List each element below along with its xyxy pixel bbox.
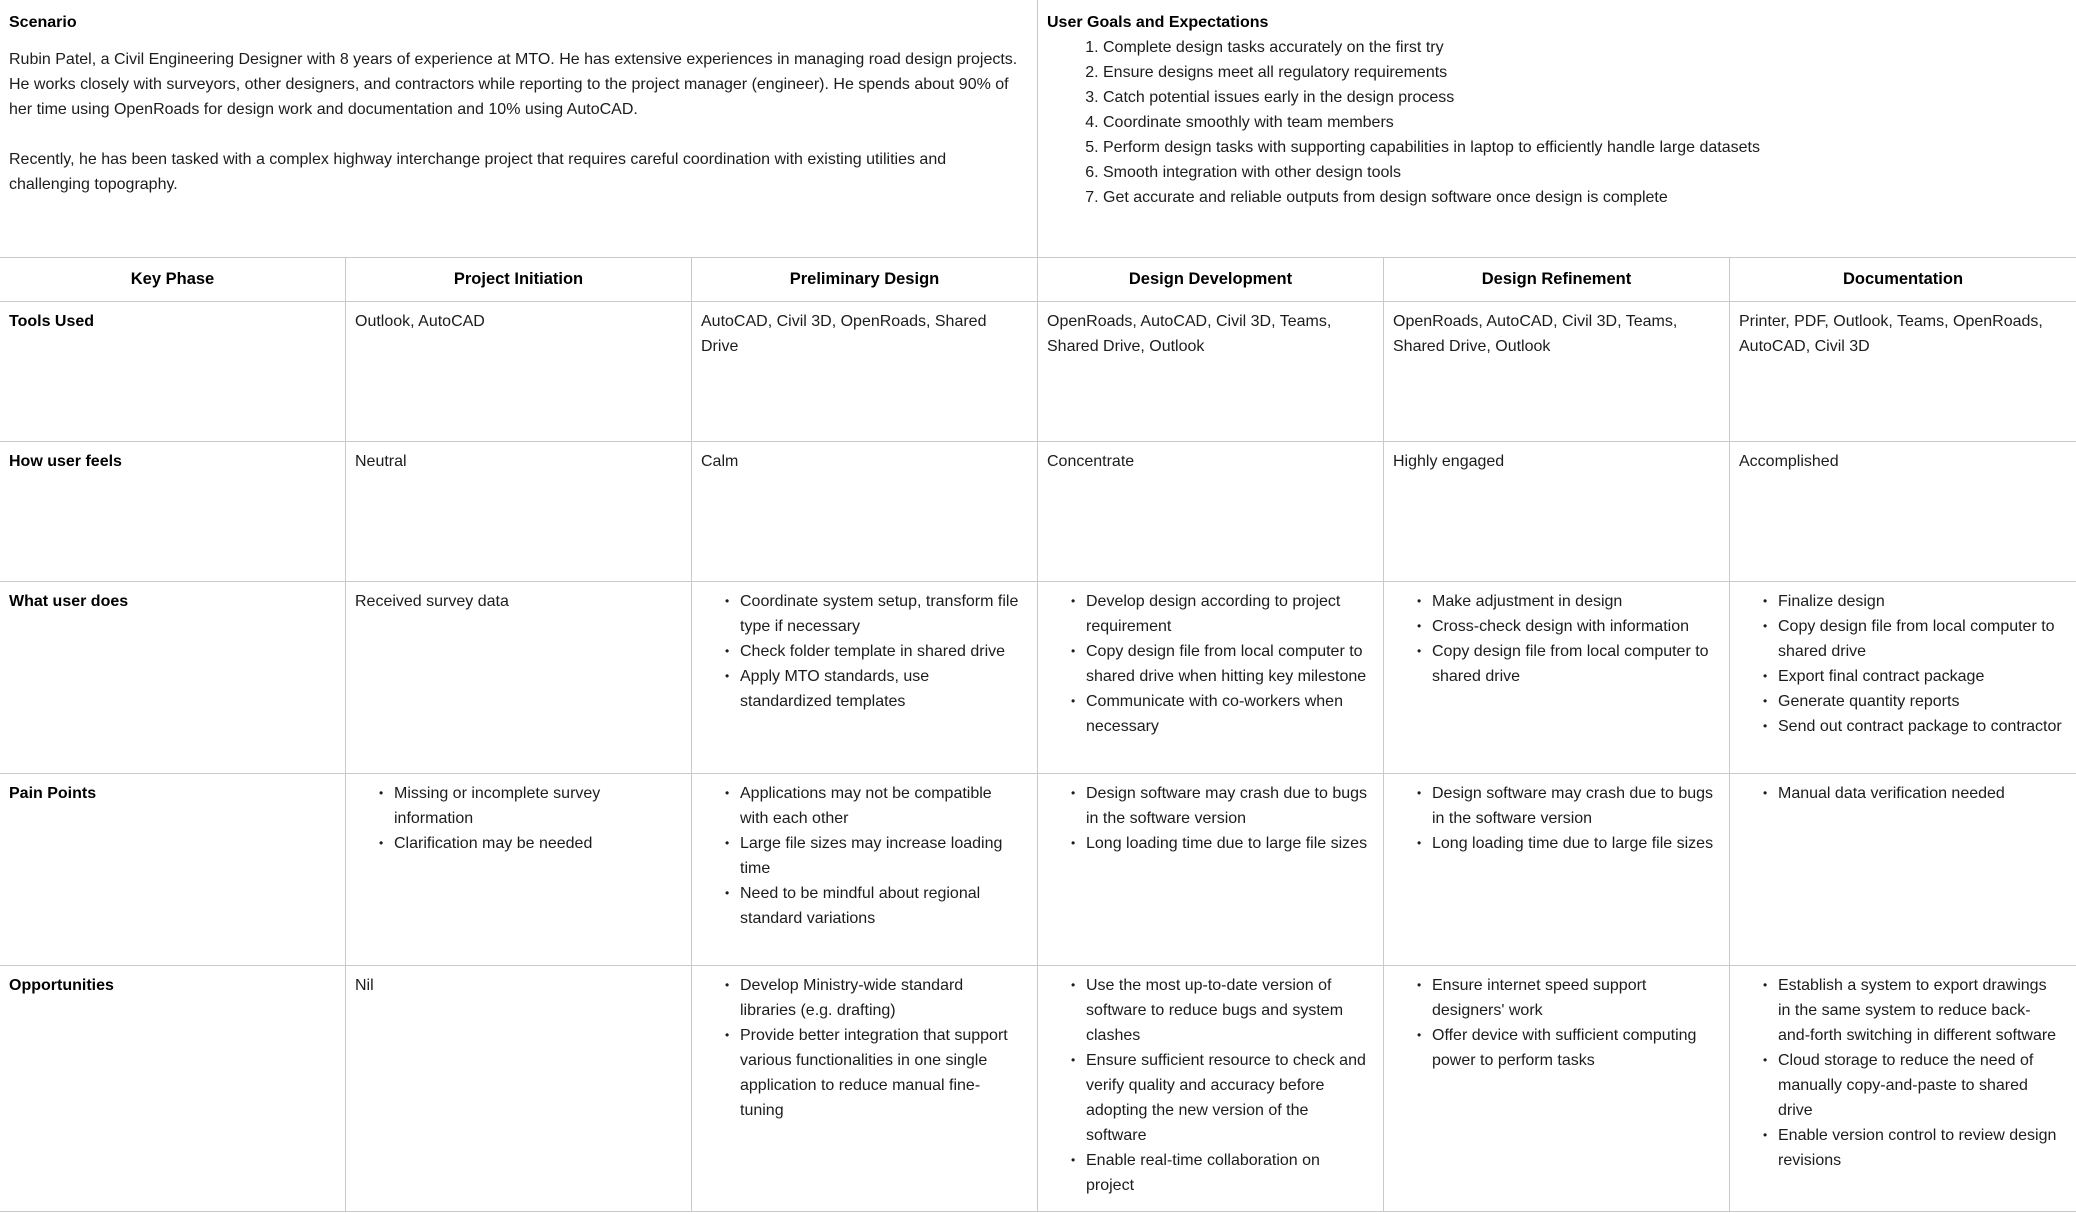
journey-table xyxy=(0,258,2076,1212)
cell-pain-points-preliminary-design xyxy=(692,774,1038,966)
cell-opportunities-design-development xyxy=(1038,966,1384,1212)
bullet-list xyxy=(1047,589,1369,739)
bullet-item: • Check folder template in shared drive xyxy=(723,639,1023,664)
cell-pain-points-design-development xyxy=(1038,774,1384,966)
goal-item: 2. Ensure designs meet all regulatory requirements xyxy=(1103,60,2062,85)
top-section xyxy=(0,0,2076,258)
bullet-item: • Enable real-time collaboration on project xyxy=(1069,1148,1369,1198)
column-header-key-phase: Key Phase xyxy=(0,258,346,302)
bullet-item: • Cloud storage to reduce the need of manually copy-and-paste to shared drive xyxy=(1761,1048,2062,1123)
column-header-documentation: Documentation xyxy=(1730,258,2076,302)
bullet-item: • Long loading time due to large file sizes xyxy=(1069,831,1369,856)
cell-pain-points-project-initiation xyxy=(346,774,692,966)
cell-tools-used-design-refinement: OpenRoads, AutoCAD, Civil 3D, Teams, Shared Drive, Outlook xyxy=(1384,302,1730,442)
bullet-item: • Ensure sufficient resource to check and verify quality and accuracy before adopting the new version of the software xyxy=(1069,1048,1369,1148)
goal-item: 5. Perform design tasks with supporting capabilities in laptop to efficiently handle large datasets xyxy=(1103,135,2062,160)
goal-item: 3. Catch potential issues early in the design process xyxy=(1103,85,2062,110)
goals-list xyxy=(1047,35,2062,210)
cell-pain-points-documentation xyxy=(1730,774,2076,966)
cell-what-user-does-documentation xyxy=(1730,582,2076,774)
bullet-item: • Clarification may be needed xyxy=(377,831,677,856)
bullet-list xyxy=(1047,781,1369,856)
bullet-item: • Design software may crash due to bugs in the software version xyxy=(1415,781,1715,831)
cell-opportunities-documentation xyxy=(1730,966,2076,1212)
bullet-list xyxy=(1047,973,1369,1198)
row-label-tools-used: Tools Used xyxy=(0,302,346,442)
cell-how-user-feels-design-development: Concentrate xyxy=(1038,442,1384,582)
cell-pain-points-design-refinement xyxy=(1384,774,1730,966)
scenario-text xyxy=(9,47,1023,197)
goal-item: 1. Complete design tasks accurately on the first try xyxy=(1103,35,2062,60)
scenario-paragraph: Recently, he has been tasked with a complex highway interchange project that requires careful coordination with existing utilities and challenging topography. xyxy=(9,151,947,193)
bullet-item: • Copy design file from local computer to shared drive when hitting key milestone xyxy=(1069,639,1369,689)
cell-opportunities-project-initiation: Nil xyxy=(346,966,692,1212)
bullet-item: • Develop Ministry-wide standard libraries (e.g. drafting) xyxy=(723,973,1023,1023)
row-label-opportunities: Opportunities xyxy=(0,966,346,1212)
bullet-list xyxy=(1393,781,1715,856)
scenario-title: Scenario xyxy=(9,14,77,31)
goal-item: 4. Coordinate smoothly with team members xyxy=(1103,110,2062,135)
bullet-list xyxy=(1739,781,2062,806)
bullet-list xyxy=(1393,589,1715,689)
bullet-item: • Make adjustment in design xyxy=(1415,589,1715,614)
bullet-item: • Offer device with sufficient computing power to perform tasks xyxy=(1415,1023,1715,1073)
bullet-item: • Copy design file from local computer to shared drive xyxy=(1415,639,1715,689)
cell-what-user-does-design-development xyxy=(1038,582,1384,774)
row-label-pain-points: Pain Points xyxy=(0,774,346,966)
bullet-item: • Manual data verification needed xyxy=(1761,781,2062,806)
cell-opportunities-preliminary-design xyxy=(692,966,1038,1212)
row-label-how-user-feels: How user feels xyxy=(0,442,346,582)
bullet-item: • Missing or incomplete survey information xyxy=(377,781,677,831)
cell-how-user-feels-preliminary-design: Calm xyxy=(692,442,1038,582)
column-header-preliminary-design: Preliminary Design xyxy=(692,258,1038,302)
bullet-list xyxy=(701,781,1023,931)
cell-tools-used-project-initiation: Outlook, AutoCAD xyxy=(346,302,692,442)
column-header-design-development: Design Development xyxy=(1038,258,1384,302)
cell-tools-used-documentation: Printer, PDF, Outlook, Teams, OpenRoads, AutoCAD, Civil 3D xyxy=(1730,302,2076,442)
bullet-item: • Generate quantity reports xyxy=(1761,689,2062,714)
cell-what-user-does-project-initiation: Received survey data xyxy=(346,582,692,774)
goals-section xyxy=(1038,0,2076,257)
cell-tools-used-design-development: OpenRoads, AutoCAD, Civil 3D, Teams, Shared Drive, Outlook xyxy=(1038,302,1384,442)
bullet-item: • Coordinate system setup, transform file type if necessary xyxy=(723,589,1023,639)
bullet-item: • Use the most up-to-date version of software to reduce bugs and system clashes xyxy=(1069,973,1369,1048)
column-header-project-initiation: Project Initiation xyxy=(346,258,692,302)
bullet-item: • Export final contract package xyxy=(1761,664,2062,689)
bullet-item: • Develop design according to project requirement xyxy=(1069,589,1369,639)
cell-how-user-feels-design-refinement: Highly engaged xyxy=(1384,442,1730,582)
cell-how-user-feels-documentation: Accomplished xyxy=(1730,442,2076,582)
bullet-list xyxy=(1739,589,2062,739)
cell-how-user-feels-project-initiation: Neutral xyxy=(346,442,692,582)
bullet-item: • Communicate with co-workers when necessary xyxy=(1069,689,1369,739)
goal-item: 7. Get accurate and reliable outputs from design software once design is complete xyxy=(1103,185,2062,210)
bullet-list xyxy=(701,973,1023,1123)
column-header-design-refinement: Design Refinement xyxy=(1384,258,1730,302)
bullet-item: • Finalize design xyxy=(1761,589,2062,614)
bullet-item: • Applications may not be compatible with each other xyxy=(723,781,1023,831)
bullet-item: • Apply MTO standards, use standardized templates xyxy=(723,664,1023,714)
bullet-item: • Large file sizes may increase loading time xyxy=(723,831,1023,881)
goals-title: User Goals and Expectations xyxy=(1047,14,1269,31)
bullet-item: • Establish a system to export drawings in the same system to reduce back-and-forth switching in different software xyxy=(1761,973,2062,1048)
bullet-item: • Send out contract package to contractor xyxy=(1761,714,2062,739)
bullet-item: • Ensure internet speed support designers' work xyxy=(1415,973,1715,1023)
bullet-list xyxy=(1393,973,1715,1073)
bullet-item: • Provide better integration that support various functionalities in one single application to reduce manual fine-tuning xyxy=(723,1023,1023,1123)
scenario-section xyxy=(0,0,1038,257)
cell-what-user-does-preliminary-design xyxy=(692,582,1038,774)
row-label-what-user-does: What user does xyxy=(0,582,346,774)
cell-what-user-does-design-refinement xyxy=(1384,582,1730,774)
bullet-item: • Enable version control to review design revisions xyxy=(1761,1123,2062,1173)
bullet-item: • Cross-check design with information xyxy=(1415,614,1715,639)
goal-item: 6. Smooth integration with other design tools xyxy=(1103,160,2062,185)
bullet-item: • Need to be mindful about regional standard variations xyxy=(723,881,1023,931)
bullet-list xyxy=(1739,973,2062,1173)
bullet-item: • Long loading time due to large file sizes xyxy=(1415,831,1715,856)
bullet-item: • Design software may crash due to bugs in the software version xyxy=(1069,781,1369,831)
bullet-list xyxy=(701,589,1023,714)
scenario-paragraph: Rubin Patel, a Civil Engineering Designer with 8 years of experience at MTO. He has extensive experiences in managing road design projects. He works closely with surveyors, other designers, and contractors while reporting to the project manager (engineer). He spends about 90% of her time using OpenRoads for design work and documentation and 10% using AutoCAD. xyxy=(9,51,1018,118)
cell-opportunities-design-refinement xyxy=(1384,966,1730,1212)
bullet-item: • Copy design file from local computer to shared drive xyxy=(1761,614,2062,664)
cell-tools-used-preliminary-design: AutoCAD, Civil 3D, OpenRoads, Shared Drive xyxy=(692,302,1038,442)
bullet-list xyxy=(355,781,677,856)
